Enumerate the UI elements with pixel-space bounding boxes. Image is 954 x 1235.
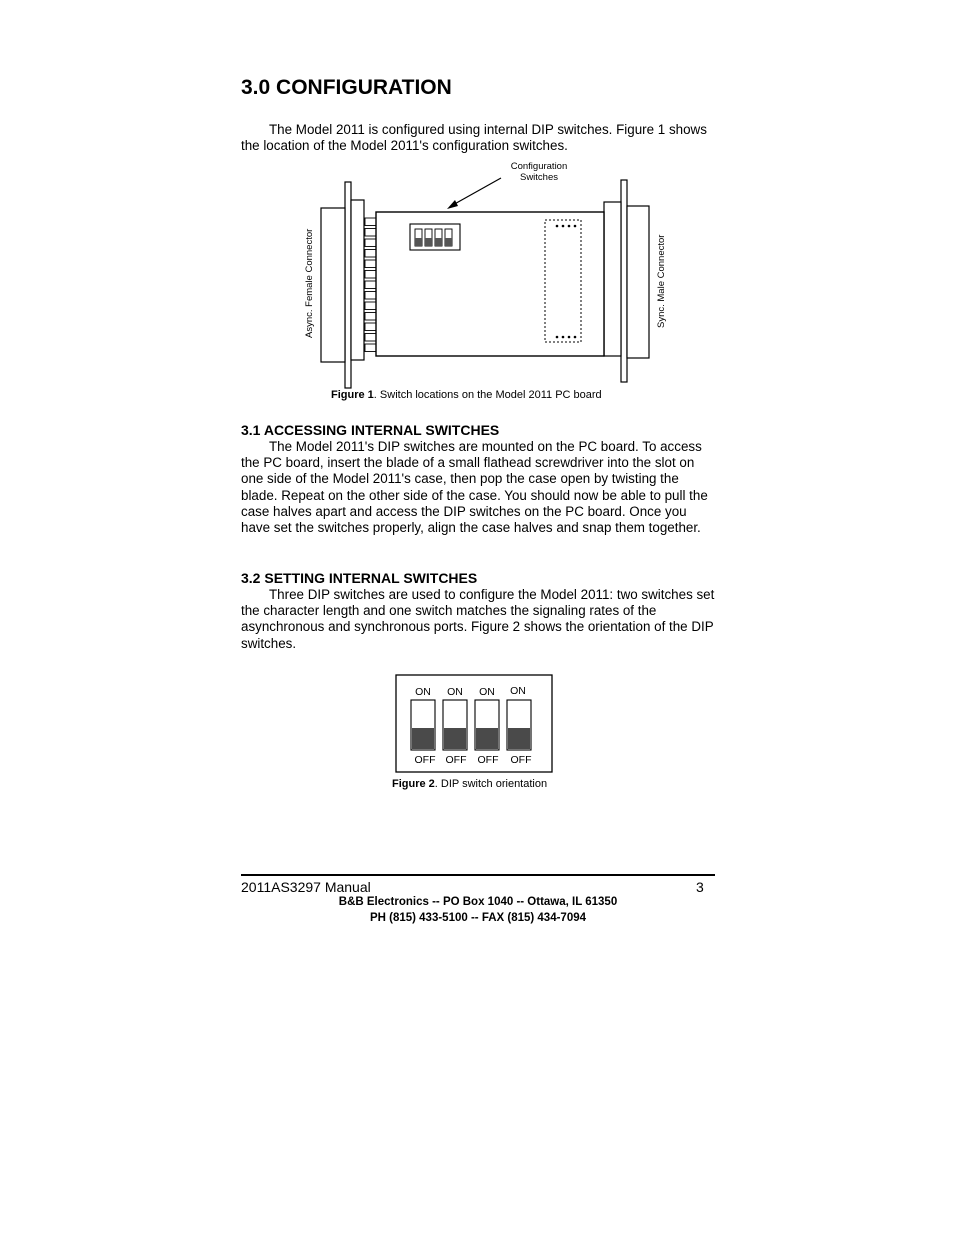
intro-text: The Model 2011 is configured using internal DIP switches. Figure 1 shows the location of the Model 2011's configuration switches.	[241, 122, 707, 154]
connector-pin	[365, 292, 376, 300]
callout-line2: Switches	[519, 172, 559, 183]
connector-pin	[365, 260, 376, 268]
switch2-off-label: OFF	[445, 754, 467, 766]
switch2-on-label: ON	[447, 686, 463, 698]
connector-pin	[365, 302, 376, 310]
subsection2-paragraph	[241, 587, 715, 652]
switch1-on-label: ON	[415, 686, 431, 698]
connector-pin	[365, 271, 376, 279]
intro-paragraph	[241, 122, 715, 154]
connector-pin	[365, 323, 376, 331]
connector-pin	[365, 281, 376, 289]
figure2-caption	[392, 778, 547, 790]
connector-pin	[365, 344, 376, 352]
subsection2-text: Three DIP switches are used to configure the Model 2011: two switches set the character length and one switch matches the signaling rates of the asynchronous and synchronous ports. Figure 2 shows the orientation of the DIP switches.	[241, 587, 715, 651]
dip-switch-lever	[476, 728, 498, 749]
subsection1-text: The Model 2011's DIP switches are mounted on the PC board. To access the PC board, insert the blade of a small flathead screwdriver into the slot on one side of the Model 2011's case, then pop the case open by twisting the blade. Repeat on the other side of the case. You should now be able to pull the case halves apart and access the DIP switches on the PC board. Once you have set the switches properly, align the case halves and snap them together.	[241, 439, 708, 536]
connector-pin	[365, 250, 376, 258]
figure1-caption-label: Figure 1	[331, 389, 374, 401]
callout-arrow-line	[451, 178, 501, 206]
figure1-caption	[331, 389, 602, 401]
ic-chip	[545, 220, 581, 342]
dip-switch-lever	[444, 728, 466, 749]
section-title: 3.0 CONFIGURATION	[241, 76, 452, 99]
right-connector-label: Sync. Male Connector	[656, 234, 667, 328]
footer-rule	[241, 874, 715, 876]
callout-line1: Configuration	[510, 161, 568, 172]
subsection2-title: 3.2 SETTING INTERNAL SWITCHES	[241, 570, 478, 586]
switch3-on-label: ON	[479, 686, 495, 698]
dip-switch-lever	[508, 728, 530, 749]
connector-pin	[365, 334, 376, 342]
connector-pin	[365, 239, 376, 247]
page-number: 3	[696, 879, 704, 895]
switch4-off-label: OFF	[510, 754, 532, 766]
left-connector	[321, 182, 364, 388]
switch3-off-label: OFF	[477, 754, 499, 766]
connector-pin	[365, 313, 376, 321]
left-connector-pins	[365, 218, 376, 352]
subsection1-paragraph	[241, 439, 715, 536]
figure2-caption-label: Figure 2	[392, 778, 435, 790]
dip-switch-lever	[412, 728, 434, 749]
left-connector-label: Async. Female Connector	[304, 228, 315, 338]
callout-arrowhead	[447, 200, 458, 209]
dip-switch-block	[410, 224, 460, 250]
connector-pin	[365, 229, 376, 237]
footer-phone: PH (815) 433-5100 -- FAX (815) 434-7094	[369, 912, 587, 924]
figure1-pc-board-diagram	[296, 156, 676, 391]
footer-address: B&B Electronics -- PO Box 1040 -- Ottawa, IL 61350	[338, 896, 618, 908]
switch4-on-label: ON	[510, 685, 526, 697]
figure2-dip-switch-diagram	[394, 674, 554, 774]
figure1-caption-text: . Switch locations on the Model 2011 PC board	[373, 389, 602, 401]
switch1-off-label: OFF	[414, 754, 436, 766]
manual-name: 2011AS3297 Manual	[241, 879, 371, 895]
subsection1-title: 3.1 ACCESSING INTERNAL SWITCHES	[241, 422, 500, 438]
figure2-caption-text: . DIP switch orientation	[434, 778, 548, 790]
connector-pin	[365, 218, 376, 226]
right-connector	[604, 180, 649, 382]
